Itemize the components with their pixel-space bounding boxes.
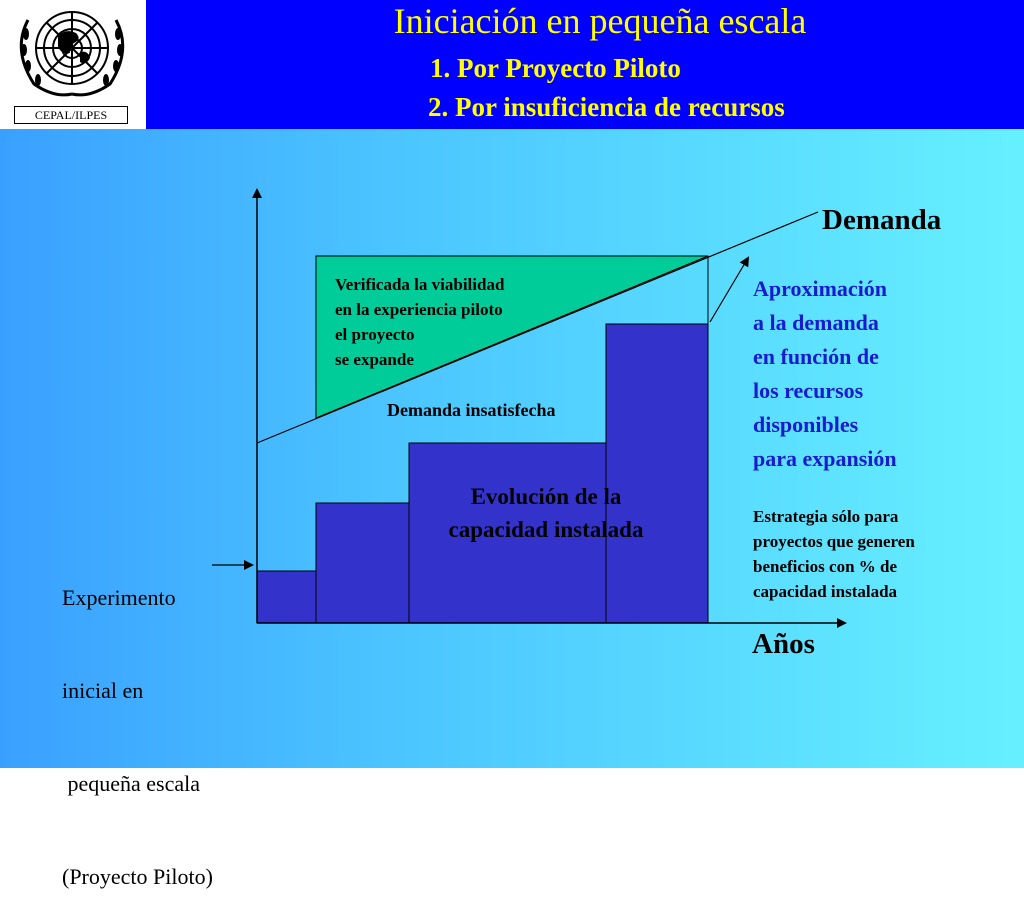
approximation-line: en función de (753, 344, 879, 369)
strategy-label (753, 504, 915, 604)
initial-experiment-line: pequeña escala (62, 771, 201, 796)
pilot-note-line: en la experiencia piloto (335, 300, 503, 319)
approximation-line: Aproximación (753, 276, 888, 301)
unmet-demand-label: Demanda insatisfecha (387, 400, 556, 420)
page-title: Iniciación en pequeña escala (393, 1, 807, 41)
strategy-line: capacidad instalada (753, 582, 898, 601)
strategy-line: Estrategia sólo para (753, 507, 899, 526)
initial-experiment-line: (Proyecto Piloto) (62, 864, 213, 889)
pilot-note-line: el proyecto (335, 325, 415, 344)
initial-experiment-label (62, 520, 213, 923)
initial-experiment-line: Experimento (62, 585, 176, 610)
approximation-arrow (710, 258, 748, 322)
strategy-line: proyectos que generen (753, 532, 915, 551)
pilot-note-line: se expande (335, 350, 414, 369)
subtitle-pilot-project: 1. Por Proyecto Piloto (430, 53, 681, 83)
subtitle-insufficient-resources: 2. Por insuficiencia de recursos (428, 92, 785, 122)
demand-label: Demanda (822, 204, 942, 236)
pilot-note (335, 272, 504, 372)
capacity-step-4 (606, 324, 708, 623)
capacity-step-1 (257, 571, 316, 623)
logo-label: CEPAL/ILPES (14, 106, 128, 124)
capacity-step-2 (316, 503, 409, 623)
approximation-line: para expansión (753, 446, 897, 471)
approximation-line: a la demanda (753, 310, 879, 335)
strategy-line: beneficios con % de (753, 557, 898, 576)
x-axis-label: Años (752, 628, 815, 660)
approximation-label (753, 272, 897, 476)
approximation-line: los recursos (753, 378, 864, 403)
pilot-note-line: Verificada la viabilidad (335, 275, 505, 294)
capacity-label (412, 480, 680, 546)
initial-experiment-line: inicial en (62, 678, 144, 703)
approximation-line: disponibles (753, 412, 859, 437)
capacity-label-line: Evolución de la (470, 484, 622, 509)
capacity-label-line: capacidad instalada (448, 517, 644, 542)
